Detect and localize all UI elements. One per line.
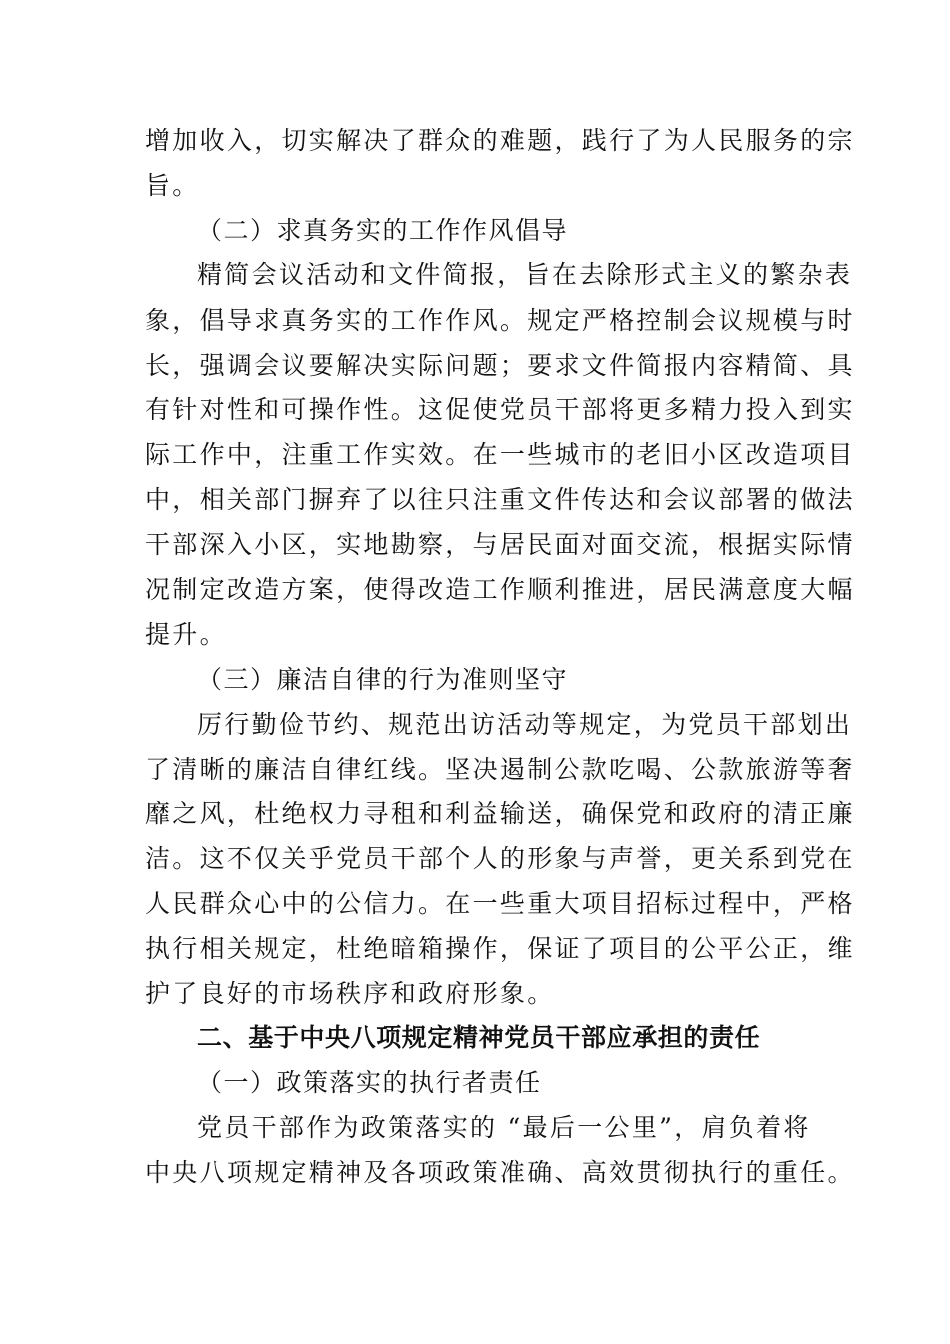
paragraph-line: 中，相关部门摒弃了以往只注重文件传达和会议部署的做法	[145, 485, 855, 514]
paragraph-line: 际工作中，注重工作实效。在一些城市的老旧小区改造项目	[145, 440, 855, 469]
paragraph-line: 干部深入小区，实地勘察，与居民面对面交流，根据实际情	[145, 530, 855, 559]
paragraph-line: 有针对性和可操作性。这促使党员干部将更多精力投入到实	[145, 395, 855, 424]
paragraph-line: 洁。这不仅关乎党员干部个人的形象与声誉，更关系到党在	[145, 844, 855, 873]
paragraph-line: 长，强调会议要解决实际问题；要求文件简报内容精简、具	[145, 351, 855, 380]
section-heading: （三）廉洁自律的行为准则坚守	[197, 665, 569, 694]
paragraph-line: 旨。	[145, 171, 200, 200]
paragraph-line: 况制定改造方案，使得改造工作顺利推进，居民满意度大幅	[145, 575, 855, 604]
paragraph-line: 增加收入，切实解决了群众的难题，践行了为人民服务的宗	[145, 126, 855, 155]
paragraph-line: 了清晰的廉洁自律红线。坚决遏制公款吃喝、公款旅游等奢	[145, 755, 855, 784]
section-heading: （二）求真务实的工作作风倡导	[197, 216, 569, 245]
chapter-heading: 二、基于中央八项规定精神党员干部应承担的责任	[197, 1023, 761, 1052]
paragraph-line: 精简会议活动和文件简报，旨在去除形式主义的繁杂表	[197, 260, 853, 289]
paragraph-line: 党员干部作为政策落实的 “最后一公里”，肩负着将	[197, 1113, 811, 1142]
paragraph-line: 厉行勤俭节约、规范出访活动等规定，为党员干部划出	[197, 710, 853, 739]
paragraph-line: 护了良好的市场秩序和政府形象。	[145, 979, 555, 1008]
paragraph-line: 靡之风，杜绝权力寻租和利益输送，确保党和政府的清正廉	[145, 799, 855, 828]
paragraph-line: 执行相关规定，杜绝暗箱操作，保证了项目的公平公正，维	[145, 934, 855, 963]
paragraph-line: 人民群众心中的公信力。在一些重大项目招标过程中，严格	[145, 889, 855, 918]
paragraph-line: 象，倡导求真务实的工作作风。规定严格控制会议规模与时	[145, 306, 855, 335]
paragraph-line: 中央八项规定精神及各项政策准确、高效贯彻执行的重任。	[145, 1158, 855, 1187]
paragraph-line: 提升。	[145, 620, 227, 649]
section-heading: （一）政策落实的执行者责任	[197, 1068, 542, 1097]
